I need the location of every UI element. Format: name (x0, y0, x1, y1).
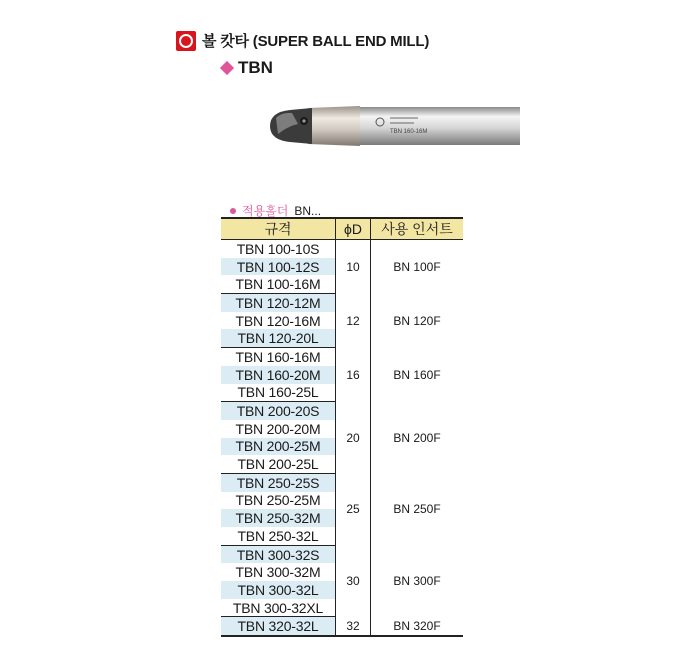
table-row (221, 617, 463, 636)
table-row (221, 240, 463, 258)
table-row (221, 545, 463, 563)
spec-cell: TBN 200-25L (221, 455, 336, 473)
ball-end-mill-illustration (268, 104, 524, 148)
bullet-dot-icon (230, 208, 236, 214)
table-header-row (221, 218, 463, 240)
spec-cell: TBN 250-25M (235, 492, 321, 509)
spec-cell: TBN 200-20M (235, 420, 321, 437)
spec-cell: TBN 300-32M (235, 564, 321, 581)
insert-cell: BN 120F (371, 294, 464, 348)
column-header-diameter: ϕD (336, 218, 371, 240)
insert-cell: BN 100F (371, 240, 464, 294)
spec-cell: TBN 300-32XL (221, 599, 336, 617)
diameter-cell: 12 (336, 294, 371, 348)
spec-cell: TBN 160-25L (221, 384, 336, 402)
diameter-cell: 25 (336, 473, 371, 545)
insert-cell: BN 160F (371, 348, 464, 402)
spec-table (221, 217, 463, 637)
diameter-cell: 20 (336, 402, 371, 474)
insert-cell: BN 250F (371, 473, 464, 545)
page-header (176, 30, 429, 51)
spec-cell: TBN 300-32S (221, 545, 336, 563)
diamond-icon (220, 61, 234, 75)
column-header-spec: 규격 (221, 218, 336, 240)
spec-cell: TBN 160-16M (235, 348, 321, 365)
spec-cell: TBN 320-32L (221, 617, 336, 636)
holder-value: BN... (294, 203, 322, 218)
spec-cell: TBN 120-20L (221, 329, 336, 347)
table-row (221, 473, 463, 491)
spec-cell: TBN 300-32L (221, 581, 336, 599)
table-row (221, 294, 463, 312)
table-row (221, 348, 463, 366)
product-image (268, 104, 524, 153)
insert-cell: BN 320F (371, 617, 464, 636)
product-subtitle (222, 58, 273, 78)
spec-cell: TBN 100-10S (236, 240, 320, 257)
insert-cell: BN 200F (371, 402, 464, 474)
column-header-insert: 사용 인서트 (371, 218, 464, 240)
diameter-cell: 16 (336, 348, 371, 402)
table-body (221, 240, 463, 637)
diameter-cell: 32 (336, 617, 371, 636)
table-row (221, 402, 463, 420)
shank-marking: TBN 160-16M (390, 129, 428, 135)
product-code: TBN (238, 58, 273, 77)
spec-cell: TBN 250-25S (221, 473, 336, 491)
spec-cell: TBN 120-16M (235, 312, 321, 329)
page-title: 볼 캇타 (SUPER BALL END MILL) (202, 33, 430, 50)
diameter-cell: 10 (336, 240, 371, 294)
spec-cell: TBN 250-32M (221, 509, 336, 527)
spec-cell: TBN 200-20S (221, 402, 336, 420)
spec-cell: TBN 160-20M (221, 366, 336, 384)
spec-cell: TBN 200-25M (221, 438, 336, 456)
spec-cell: TBN 100-16M (221, 275, 336, 293)
target-icon (176, 31, 196, 51)
spec-cell: TBN 250-32L (221, 527, 336, 545)
diameter-cell: 30 (336, 545, 371, 617)
spec-cell: TBN 120-12M (221, 294, 336, 312)
spec-cell: TBN 100-12S (221, 258, 336, 276)
insert-cell: BN 300F (371, 545, 464, 617)
holder-label: 적용홀더 (242, 204, 289, 218)
